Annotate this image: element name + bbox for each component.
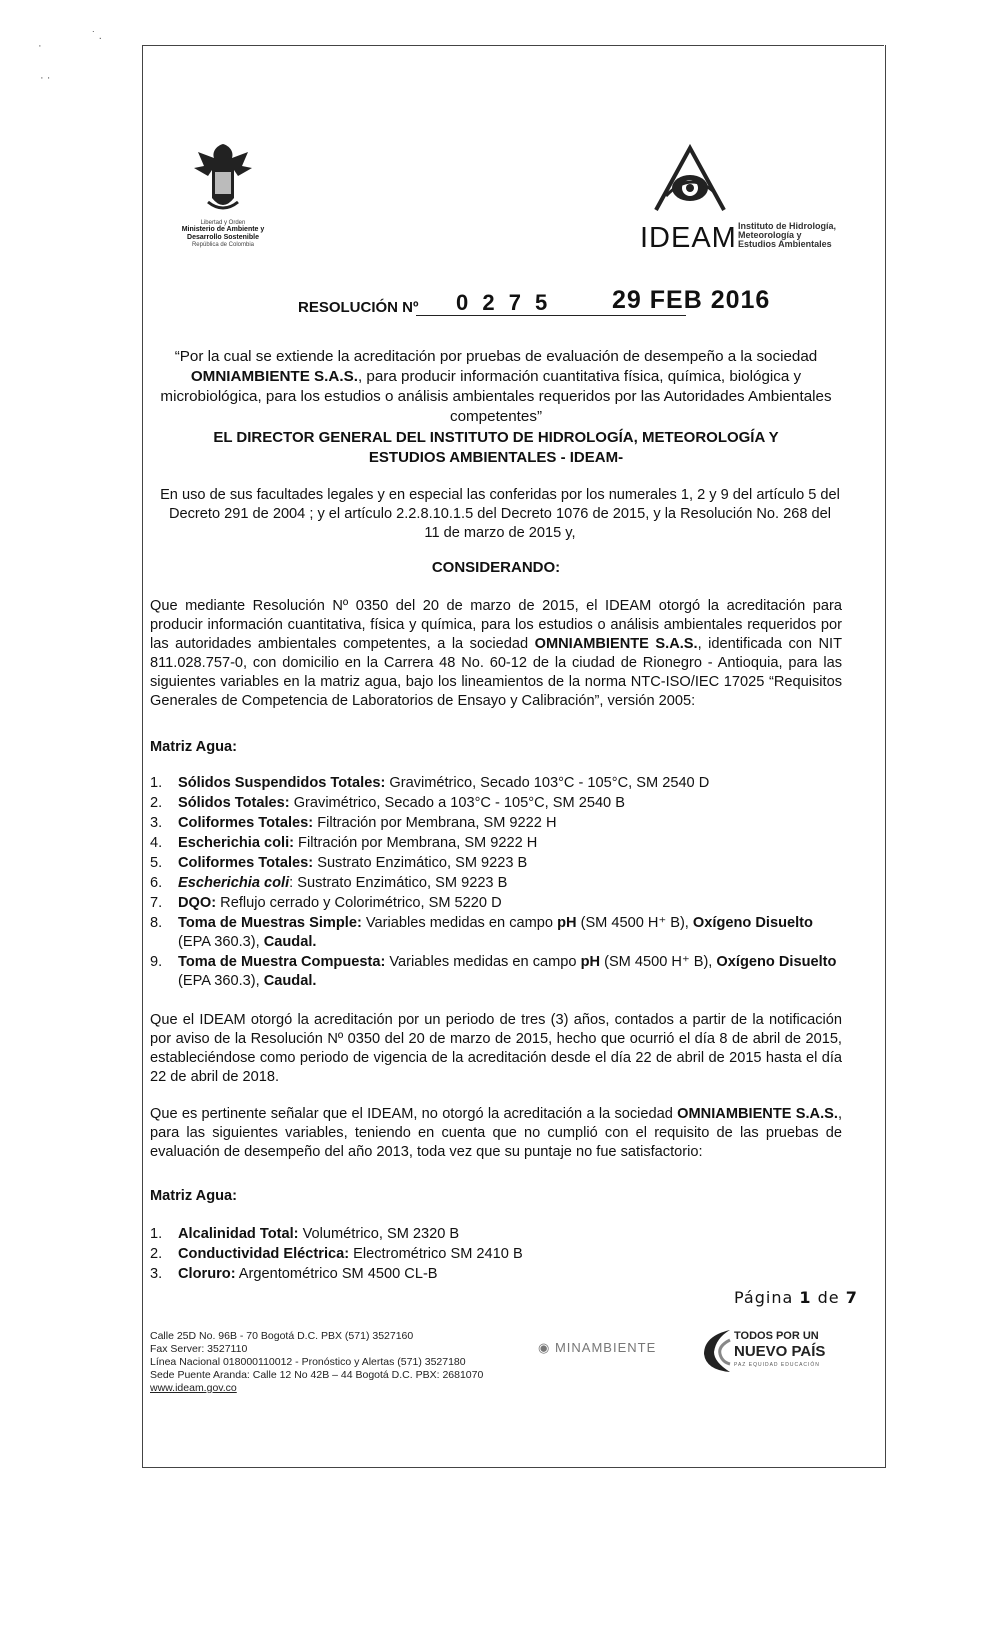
todos-text-3: PAZ EQUIDAD EDUCACIÓN xyxy=(734,1362,820,1368)
item-detail: Sustrato Enzimático, SM 9223 B xyxy=(313,855,528,871)
item-number: 5. xyxy=(150,855,163,871)
item-number: 3. xyxy=(150,815,163,831)
item-title: Alcalinidad Total: xyxy=(178,1226,299,1242)
item-number: 7. xyxy=(150,895,163,911)
item-number: 2. xyxy=(150,1246,163,1262)
para3-company: OMNIAMBIENTE S.A.S. xyxy=(677,1106,838,1122)
ministry-name-1: Ministerio de Ambiente y xyxy=(181,226,265,233)
item-detail: Reflujo cerrado y Colorimétrico, SM 5220 D xyxy=(216,895,502,911)
scan-speck: · · xyxy=(40,72,51,84)
todos-por-un-nuevo-pais-logo xyxy=(700,1322,830,1382)
item-title: Escherichia coli: xyxy=(178,835,294,851)
para3-text-b: , para las siguientes variables, teniendo en cuenta que no cumplió con el requisito de las pruebas de evaluación de desempeño del año 2013, toda vez que su puntaje no fue satisfactorio: xyxy=(150,1106,842,1160)
ministry-name-2: Desarrollo Sostenible xyxy=(187,234,259,241)
item-oxygen: Oxígeno Disuelto xyxy=(692,915,813,931)
para1-company: OMNIAMBIENTE S.A.S. xyxy=(534,636,698,652)
country-name: República de Colombia xyxy=(191,242,255,248)
todos-text-1: TODOS POR UN xyxy=(734,1330,819,1342)
item-detail: : Sustrato Enzimático, SM 9223 B xyxy=(289,875,508,891)
item-oxygen-ref: (EPA 360.3), xyxy=(178,973,264,989)
ideam-eye-icon xyxy=(650,140,730,220)
list-item xyxy=(150,1225,842,1244)
subject-company: OMNIAMBIENTE S.A.S. xyxy=(190,368,358,385)
item-caudal: Caudal. xyxy=(263,973,317,989)
item-detail: Variables medidas en campo xyxy=(361,915,558,931)
item-oxygen-ref: (EPA 360.3), xyxy=(178,934,264,950)
item-title: Cloruro: xyxy=(178,1266,236,1282)
item-detail: Volumétrico, SM 2320 B xyxy=(298,1226,460,1242)
ideam-sub-line3: Estudios Ambientales xyxy=(738,239,832,249)
scan-speck: · xyxy=(38,40,42,52)
page-number xyxy=(734,1288,858,1307)
item-number: 6. xyxy=(150,875,163,891)
item-oxygen: Oxígeno Disuelto xyxy=(716,954,837,970)
item-detail: Variables medidas en campo xyxy=(385,954,581,970)
list-item xyxy=(150,894,842,913)
ideam-subtitle xyxy=(738,222,836,249)
list-item xyxy=(150,834,842,853)
item-ph: pH xyxy=(557,915,577,931)
footer-line4: Sede Puente Aranda: Calle 12 No 42B – 44 Bogotá D.C. PBX: 2681070 xyxy=(150,1369,484,1381)
seal-icon: ◉ xyxy=(538,1340,551,1355)
item-title: Conductividad Eléctrica: xyxy=(178,1246,350,1262)
item-number: 4. xyxy=(150,835,163,851)
resolution-number: 0 2 7 5 xyxy=(456,290,552,315)
logo-motto: Libertad y Orden xyxy=(200,220,246,226)
list-item xyxy=(150,874,842,893)
list-item xyxy=(150,1245,842,1264)
faculties-paragraph: En uso de sus facultades legales y en especial las conferidas por los numerales 1, 2 y 9 del artículo 5 del Decreto 291 de 2004 ; y el artículo 2.2.8.10.1.5 del Decreto 1076 de 2015, y la Resolución No. 268 del 11 de marzo de 2015 y, xyxy=(160,487,840,541)
item-title: Sólidos Totales: xyxy=(178,795,290,811)
ideam-wordmark: IDEAM xyxy=(640,222,737,254)
paragraph-3 xyxy=(150,1105,842,1162)
item-title: Toma de Muestras Simple: xyxy=(178,915,362,931)
footer-url-link[interactable]: www.ideam.gov.co xyxy=(150,1382,237,1394)
minambiente-text: MINAMBIENTE xyxy=(554,1340,657,1355)
list-item xyxy=(150,953,842,991)
non-accredited-variables-list xyxy=(150,1225,842,1285)
paragraph-1 xyxy=(150,597,842,711)
item-title: Coliformes Totales: xyxy=(178,815,314,831)
item-number: 1. xyxy=(150,775,163,791)
item-ph-ref: (SM 4500 H⁺ B), xyxy=(600,954,717,970)
footer-line2: Fax Server: 3527110 xyxy=(150,1343,248,1355)
item-ph: pH xyxy=(580,954,601,970)
item-detail: Filtración por Membrana, SM 9222 H xyxy=(313,815,557,831)
item-ph-ref: (SM 4500 H⁺ B), xyxy=(576,915,693,931)
para1-text-b: , identificada con NIT 811.028.757-0, con domicilio en la Carrera 48 No. 60-12 de la ciudad de Rionegro - Antioquia, para las siguientes variables en la matriz agua, bajo los lineamientos de la norma NTC-ISO/IEC 17025 “Requisitos Generales de Competencia de Laboratorios de Ensayo y Calibración”, versión 2005: xyxy=(150,636,842,709)
scan-speck: ˙ . xyxy=(92,30,102,42)
list-item xyxy=(150,794,842,813)
page-label: Página xyxy=(734,1288,794,1307)
minambiente-logo xyxy=(538,1340,656,1356)
ideam-sub-line2: Meteorología y xyxy=(738,230,802,240)
item-number: 9. xyxy=(150,954,163,970)
item-number: 2. xyxy=(150,795,163,811)
list-item xyxy=(150,1265,842,1284)
item-detail: Filtración por Membrana, SM 9222 H xyxy=(294,835,538,851)
flag-swoosh-icon xyxy=(700,1326,734,1376)
footer-line1: Calle 25D No. 96B - 70 Bogotá D.C. PBX (571) 3527160 xyxy=(150,1330,414,1342)
subject-part1: “Por la cual se extiende la acreditación por pruebas de evaluación de desempeño a la sociedad xyxy=(174,348,818,365)
item-detail: Electrométrico SM 2410 B xyxy=(349,1246,523,1262)
page-current: 1 xyxy=(799,1288,812,1307)
list-item xyxy=(150,814,842,833)
page-total: 7 xyxy=(845,1288,858,1307)
list-item xyxy=(150,774,842,793)
item-detail: Argentométrico SM 4500 CL-B xyxy=(235,1266,438,1282)
page-of: de xyxy=(817,1288,840,1307)
matriz-agua-label: Matriz Agua: xyxy=(150,739,238,755)
item-number: 8. xyxy=(150,915,163,931)
resolution-subject xyxy=(150,347,842,427)
todos-text-2: NUEVO PAÍS xyxy=(734,1343,826,1360)
considerando-heading: CONSIDERANDO: xyxy=(431,559,561,576)
colombia-shield-logo xyxy=(168,140,278,248)
authority-heading: EL DIRECTOR GENERAL DEL INSTITUTO DE HIDROLOGÍA, METEOROLOGÍA Y ESTUDIOS AMBIENTALES - IDEAM- xyxy=(213,429,779,466)
para3-text-a: Que es pertinente señalar que el IDEAM, no otorgó la acreditación a la sociedad xyxy=(150,1106,678,1122)
item-title: Escherichia coli xyxy=(178,875,290,891)
footer-address xyxy=(150,1330,483,1395)
accredited-variables-list xyxy=(150,774,842,992)
list-item xyxy=(150,914,842,952)
ideam-sub-line1: Instituto de Hidrología, xyxy=(738,221,836,231)
item-number: 3. xyxy=(150,1266,163,1282)
item-title: DQO: xyxy=(178,895,217,911)
item-detail: Gravimétrico, Secado 103°C - 105°C, SM 2540 D xyxy=(385,775,710,791)
list-item xyxy=(150,854,842,873)
condor-shield-icon xyxy=(188,140,258,218)
resolution-date: 29 FEB 2016 xyxy=(612,286,771,314)
item-detail: Gravimétrico, Secado a 103°C - 105°C, SM 2540 B xyxy=(289,795,625,811)
ideam-logo xyxy=(640,140,860,254)
para1-text-a: Que mediante Resolución Nº 0350 del 20 de marzo de 2015, el IDEAM otorgó la acreditación para producir información cuantitativa, física y química, para los estudios o análisis ambientales requeridos por las autoridades ambientales competentes, a la sociedad xyxy=(150,598,842,652)
paragraph-2: Que el IDEAM otorgó la acreditación por un periodo de tres (3) años, contados a partir de la notificación por aviso de la Resolución Nº 0350 del 20 de marzo de 2015, hecho que ocurrió el día 8 de abril de 2015, estableciéndose como periodo de vigencia de la acreditación desde el día 22 de abril de 2015 hasta el día 22 de abril de 2018. xyxy=(150,1012,842,1085)
item-number: 1. xyxy=(150,1226,163,1242)
matriz-agua-label-2: Matriz Agua: xyxy=(150,1188,238,1204)
footer-line3: Línea Nacional 018000110012 - Pronóstico y Alertas (571) 3527180 xyxy=(150,1356,466,1368)
item-title: Coliformes Totales: xyxy=(178,855,314,871)
item-title: Toma de Muestra Compuesta: xyxy=(178,954,386,970)
subject-part2: , para producir información cuantitativa física, química, biológica y microbiológica, para los estudios o análisis ambientales requeridos por las Autoridades Ambientales competentes” xyxy=(160,368,832,425)
item-title: Sólidos Suspendidos Totales: xyxy=(178,775,386,791)
item-caudal: Caudal. xyxy=(263,934,317,950)
resolution-label: RESOLUCIÓN Nº xyxy=(298,299,419,316)
